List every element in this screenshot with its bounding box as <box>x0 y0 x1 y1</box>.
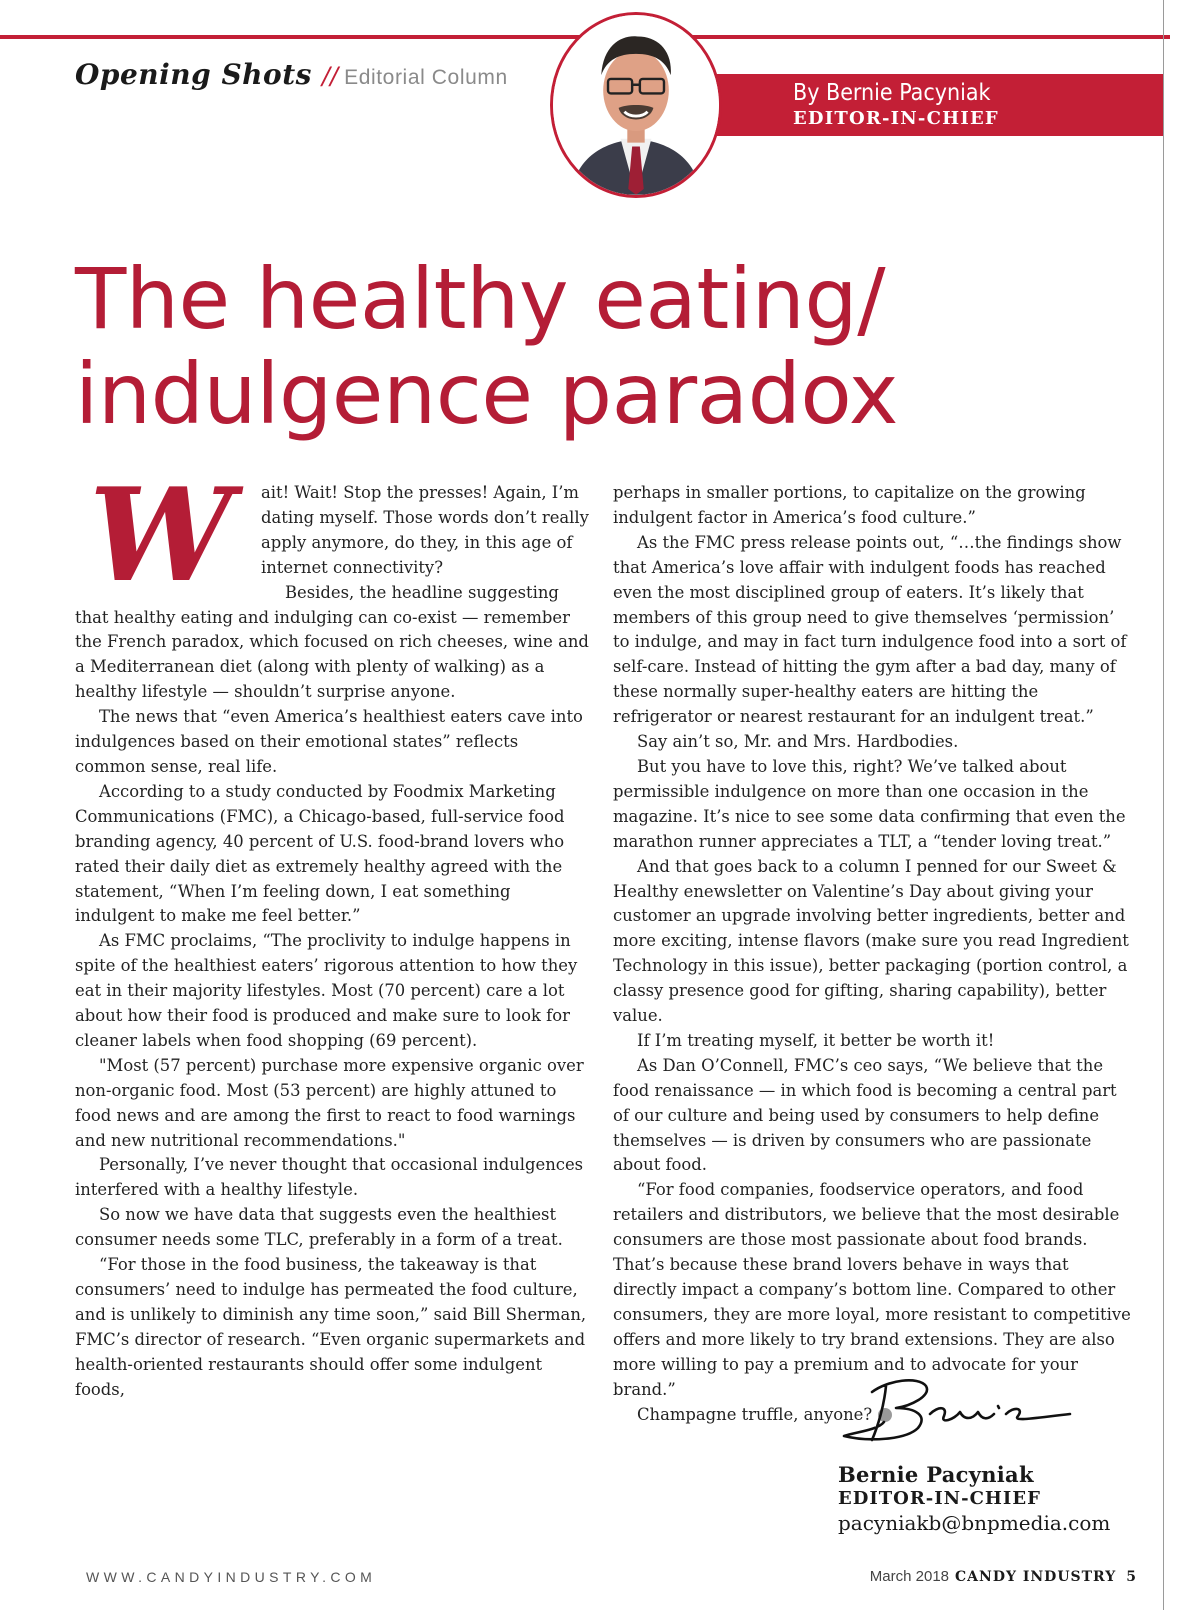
footer-folio <box>870 1566 1136 1585</box>
headline-line-2: indulgence paradox <box>75 345 898 443</box>
closing-text: Champagne truffle, anyone? <box>637 1404 873 1424</box>
paragraph: Besides, the headline suggesting that healthy eating and indulging can co-exist — remember the French paradox, which focused on rich cheeses, wine and a Mediterranean diet (along with plenty of walking) as a healthy lifestyle — shouldn’t surprise anyone. <box>75 582 589 702</box>
footer-magazine: CANDY INDUSTRY <box>955 1569 1117 1585</box>
paragraph: "Most (57 percent) purchase more expensive organic over non-organic food. Most (53 percent) are highly attuned to food news and are among the first to react to food warnings and new nutritional recommendations." <box>75 1055 584 1150</box>
byline-name: By Bernie Pacyniak <box>793 80 991 106</box>
signoff-role: EDITOR-IN-CHIEF <box>838 1488 1041 1509</box>
footer-date: March 2018 <box>869 1568 950 1585</box>
byline-role: EDITOR-IN-CHIEF <box>793 108 999 129</box>
paragraph: If I’m treating myself, it better be worth it! <box>637 1030 995 1050</box>
paragraph: ait! Wait! Stop the presses! Again, I’m dating myself. Those words don’t really apply anymore, do they, in this age of internet connectivity? <box>261 483 589 577</box>
paragraph: Personally, I’ve never thought that occasional indulgences interfered with a healthy lifestyle. <box>75 1155 584 1200</box>
author-photo <box>550 12 722 198</box>
paragraph: So now we have data that suggests even the healthiest consumer needs some TLC, preferably in a form of a treat. <box>75 1205 563 1250</box>
paragraph: According to a study conducted by Foodmix Marketing Communications (FMC), a Chicago-based, full-service food branding agency, 40 percent of U.S. food-brand lovers who rated their daily diet as extremely healthy agreed with the statement, “When I’m feeling down, I eat something indulgent to make me feel better.” <box>75 781 565 926</box>
section-separator: // <box>321 62 339 90</box>
end-mark-icon: ci <box>878 1408 892 1422</box>
section-subtitle: Editorial Column <box>344 66 508 89</box>
headline-line-1: The healthy eating/ <box>75 250 886 348</box>
section-title: Opening Shots <box>75 58 312 91</box>
paragraph: As the FMC press release points out, “…the findings show that America’s love affair with indulgent foods has reached even the most disciplined group of eaters. It’s likely that members of this group need to give themselves ‘permission’ to indulge, and may in fact turn indulgence food into a sort of self-care. Instead of hitting the gym after a bad day, many of these normally super-healthy eaters are hitting the refrigerator or nearest restaurant for an indulgent treat.” <box>613 532 1127 727</box>
paragraph: But you have to love this, right? We’ve talked about permissible indulgence on more than one occasion in the magazine. It’s nice to see some data confirming that even the marathon runner appreciates a TLT, a “tender loving treat.” <box>613 756 1126 851</box>
section-kicker <box>75 58 508 91</box>
signoff-email: pacyniakb@bnpmedia.com <box>838 1511 1111 1535</box>
paragraph: “For food companies, foodservice operators, and food retailers and distributors, we believe that the most desirable consumers are those most passionate about food brands. That’s because these brand lovers behave in ways that directly impact a company’s bottom line. Compared to other consumers, they are more loyal, more resistant to competitive offers and more likely to try brand extensions. They are also more willing to pay a premium and to advocate for your brand.” <box>613 1180 1131 1399</box>
paragraph: The news that “even America’s healthiest eaters cave into indulgences based on their emotional states” reflects common sense, real life. <box>75 707 583 776</box>
footer-url: WWW.CANDYINDUSTRY.COM <box>86 1569 377 1585</box>
paragraph: “For those in the food business, the takeaway is that consumers’ need to indulge has permeated the food culture, and is unlikely to diminish any time soon,” said Bill Sherman, FMC’s director of research. “Even organic supermarkets and health-oriented restaurants should offer some indulgent foods, <box>75 1255 587 1399</box>
article-column-left <box>75 461 590 1403</box>
drop-cap: W <box>89 461 233 611</box>
page-edge-rule <box>1163 0 1164 1610</box>
paragraph: And that goes back to a column I penned for our Sweet & Healthy enewsletter on Valentine’s Day about giving your customer an upgrade involving better ingredients, better and more exciting, intense flavors (make sure you read Ingredient Technology in this issue), better packaging (portion control, a classy presence good for gifting, sharing capability), better value. <box>613 856 1129 1026</box>
handwritten-signature <box>838 1370 1074 1450</box>
author-portrait-illustration <box>553 15 719 195</box>
footer-page-number: 5 <box>1126 1569 1136 1585</box>
paragraph: As FMC proclaims, “The proclivity to indulge happens in spite of the healthiest eaters’ rigorous attention to how they eat in their majority lifestyles. Most (70 percent) care a lot about how their food is produced and make sure to look for cleaner labels when food shopping (69 percent). <box>75 931 578 1050</box>
paragraph: Say ain’t so, Mr. and Mrs. Hardbodies. <box>637 732 959 752</box>
signoff-name: Bernie Pacyniak <box>838 1462 1034 1487</box>
paragraph: perhaps in smaller portions, to capitalize on the growing indulgent factor in America’s food culture.” <box>613 483 1086 527</box>
article-headline <box>75 252 1075 442</box>
article-column-right <box>613 481 1133 1427</box>
paragraph: As Dan O’Connell, FMC’s ceo says, “We believe that the food renaissance — in which food is becoming a central part of our culture and being used by consumers to help define themselves — is driven by consumers who are passionate about food. <box>613 1055 1117 1175</box>
byline-banner <box>700 74 1163 136</box>
